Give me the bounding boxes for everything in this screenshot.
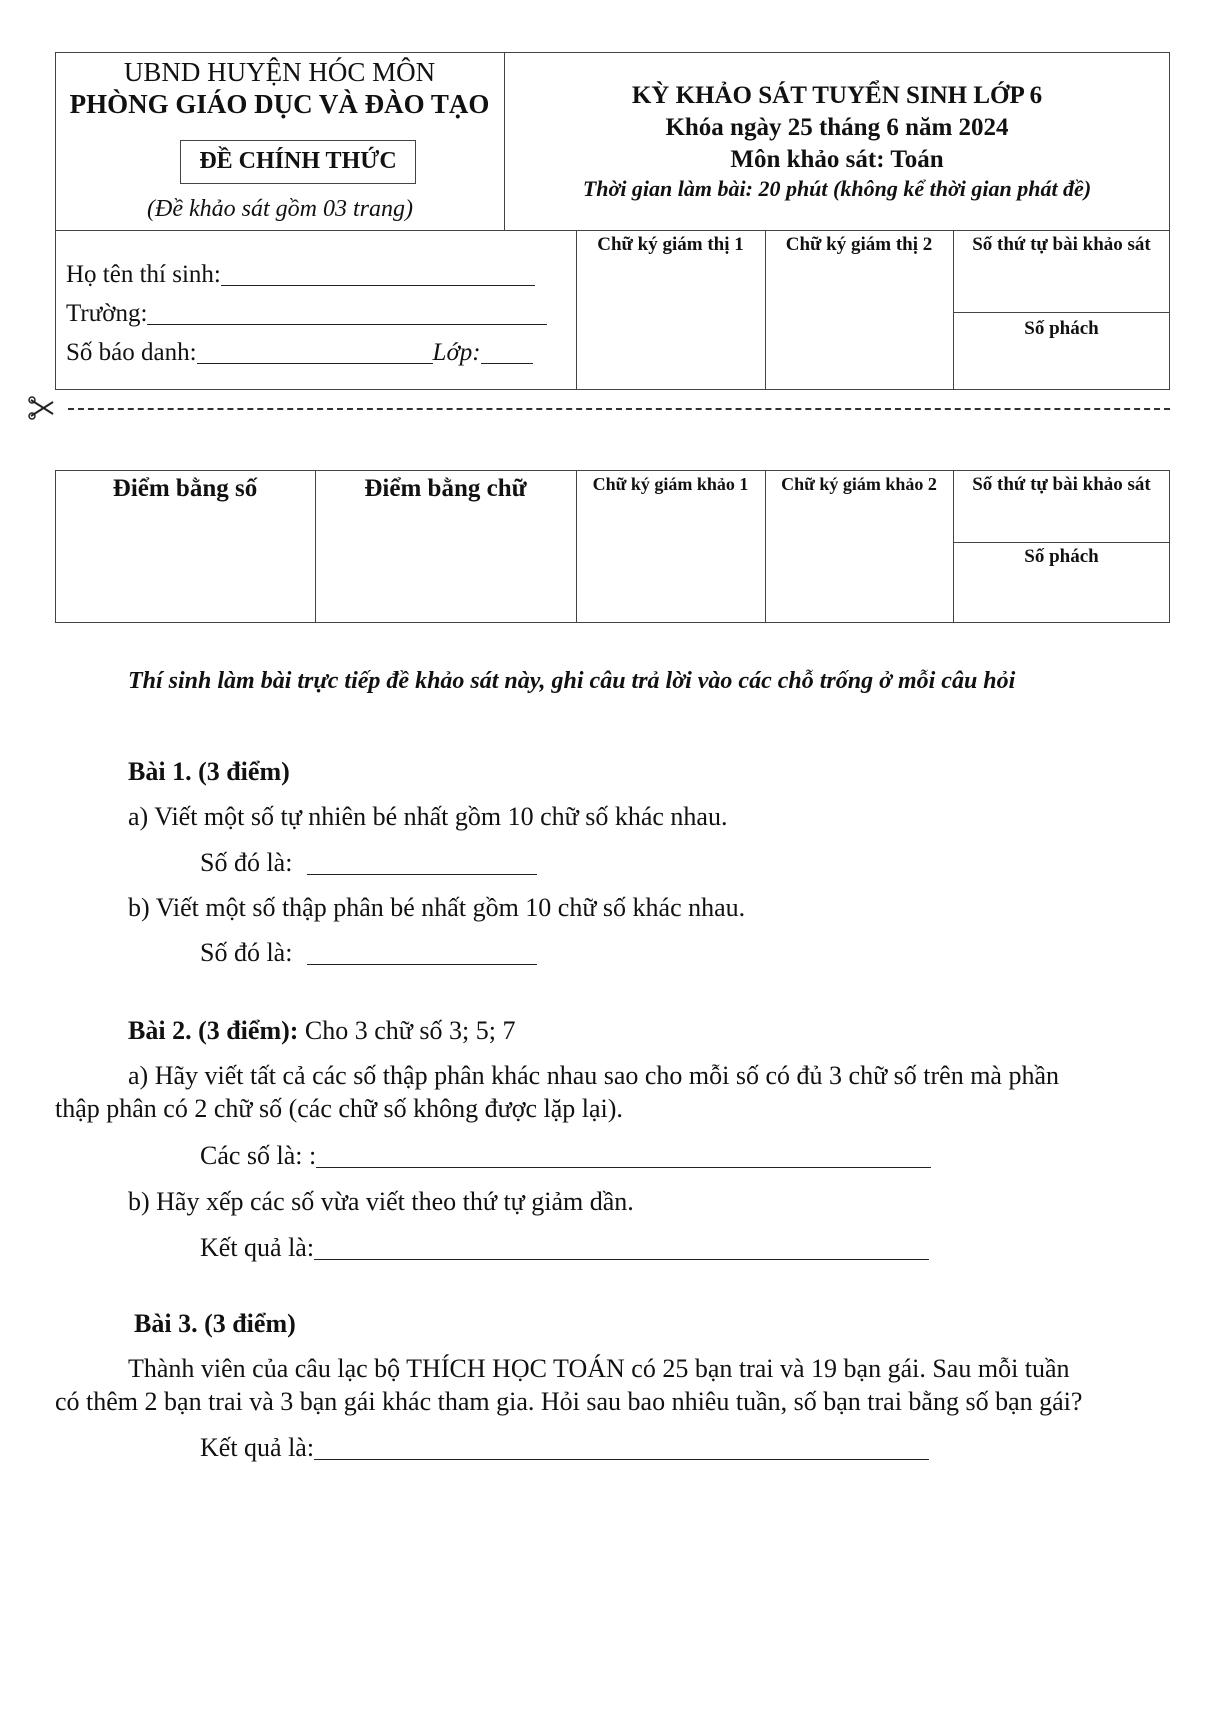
subject: Môn khảo sát: Toán (730, 146, 944, 173)
problem2-a-line1: a) Hãy viết tất cả các số thập phân khác nhau sao cho mỗi số có đủ 3 chữ số trên mà phần (128, 1061, 1060, 1090)
problem3-line1: Thành viên của câu lạc bộ THÍCH HỌC TOÁN có 25 bạn trai và 19 bạn gái. Sau mỗi tuần (128, 1354, 1070, 1383)
score-words-label: Điểm bằng chữ (364, 475, 527, 502)
scissors-icon (27, 396, 57, 420)
supervisor1-label: Chữ ký giám thị 1 (597, 234, 744, 255)
sig-hline (953, 312, 1170, 313)
score-number-label: Điểm bằng số (112, 475, 258, 502)
school-label: Trường: (66, 300, 148, 327)
problem1-a-answer-label: Số đó là: (200, 848, 293, 877)
paper-number-label: Số thứ tự bài khảo sát (972, 234, 1151, 255)
grade-paper-number-label: Số thứ tự bài khảo sát (972, 474, 1151, 495)
problem2-b-answer-field[interactable] (314, 1236, 929, 1260)
grade-hline (953, 542, 1170, 543)
header-bottom-line (55, 230, 1170, 231)
exam-date: Khóa ngày 25 tháng 6 năm 2024 (665, 114, 1009, 141)
pages-note: (Đề khảo sát gồm 03 trang) (147, 196, 413, 222)
problem2-b-answer-label: Kết quả là: (200, 1233, 315, 1262)
problem2-b-answer-row (200, 1233, 929, 1263)
problem1-a-answer-field[interactable] (307, 851, 537, 875)
name-field[interactable] (221, 264, 535, 286)
problem3-answer-field[interactable] (314, 1436, 929, 1460)
problem1-b: b) Viết một số thập phân bé nhất gồm 10 chữ số khác nhau. (128, 893, 746, 922)
class-field[interactable] (481, 342, 533, 364)
problem1-b-answer-label: Số đó là: (200, 938, 293, 967)
problem2-a-answer-row (200, 1141, 931, 1171)
id-field[interactable] (197, 342, 433, 364)
problem1-b-answer-row (200, 938, 537, 968)
name-label: Họ tên thí sinh: (66, 261, 221, 288)
candidate-name-row (66, 261, 535, 289)
school-field[interactable] (147, 303, 547, 325)
secret-code-label: Số phách (1024, 318, 1099, 339)
problem2-a-answer-label: Các số là: : (200, 1141, 317, 1170)
candidate-id-row (66, 339, 533, 367)
problem1-title: Bài 1. (3 điểm) (128, 757, 290, 786)
problem2-intro: Cho 3 chữ số 3; 5; 7 (298, 1016, 516, 1045)
examiner2-label: Chữ ký giám khảo 2 (781, 474, 937, 494)
instruction: Thí sinh làm bài trực tiếp đề khảo sát này, ghi câu trả lời vào các chỗ trống ở mỗi câu hỏi (128, 668, 1016, 694)
problem2-title: Bài 2. (3 điểm): (128, 1016, 299, 1045)
problem3-title: Bài 3. (3 điểm) (134, 1309, 296, 1338)
supervisor2-label: Chữ ký giám thị 2 (785, 234, 933, 255)
duration: Thời gian làm bài: 20 phút (không kể thời gian phát đề) (582, 176, 1092, 201)
problem3-line2: có thêm 2 bạn trai và 3 bạn gái khác tham gia. Hỏi sau bao nhiêu tuần, số bạn trai bằng số bạn gái? (55, 1387, 1083, 1416)
candidate-school-row (66, 300, 547, 328)
problem2-a-answer-field[interactable] (316, 1144, 931, 1168)
problem1-a: a) Viết một số tự nhiên bé nhất gồm 10 chữ số khác nhau. (128, 802, 728, 831)
problem3-answer-row (200, 1433, 929, 1463)
authority: UBND HUYỆN HÓC MÔN (123, 57, 436, 87)
id-label: Số báo danh: (66, 339, 197, 366)
problem1-a-answer-row (200, 848, 537, 878)
department: PHÒNG GIÁO DỤC VÀ ĐÀO TẠO (69, 89, 490, 119)
examiner1-label: Chữ ký giám khảo 1 (592, 474, 749, 494)
problem3-answer-label: Kết quả là: (200, 1433, 315, 1462)
cut-line (68, 408, 1170, 410)
official-stamp: ĐỀ CHÍNH THỨC (180, 140, 416, 184)
problem1-b-answer-field[interactable] (307, 941, 537, 965)
problem2-a-line2: thập phân có 2 chữ số (các chữ số không được lặp lại). (55, 1094, 623, 1123)
exam-title: KỲ KHẢO SÁT TUYỂN SINH LỚP 6 (631, 82, 1043, 109)
problem2-b: b) Hãy xếp các số vừa viết theo thứ tự giảm dần. (128, 1187, 634, 1216)
grade-secret-code-label: Số phách (1024, 546, 1099, 567)
class-label: Lớp: (432, 339, 481, 366)
problem2-heading (128, 1016, 515, 1046)
